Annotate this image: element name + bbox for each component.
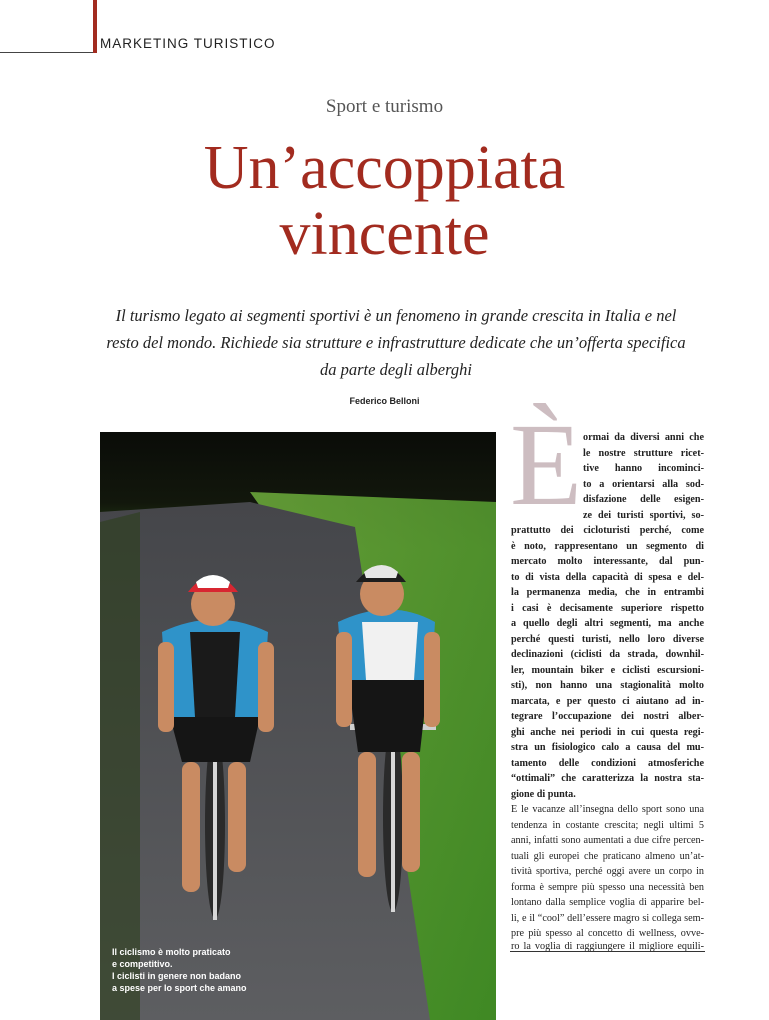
body-text-line: stra un fisiologico calo a causa del mu- bbox=[511, 742, 704, 753]
dropcap-text-line: le nostre strutture ricet- bbox=[583, 447, 704, 459]
body-text-line: anni, infatti sono aumentati a due cifre percen- bbox=[511, 835, 704, 846]
body-text-line: tamento delle condizioni atmosferiche bbox=[511, 757, 704, 769]
body-text-line: tuali gli europei che praticano almeno un’at- bbox=[511, 850, 704, 862]
article-title bbox=[0, 135, 769, 267]
body-text-line: ro la voglia di raggiungere il migliore equili- bbox=[511, 941, 704, 951]
title-line-1: Un’accoppiata bbox=[203, 134, 566, 202]
body-text-line: E le vacanze all’insegna dello sport sono una bbox=[511, 804, 704, 815]
body-text-line: tegrare l’occupazione dei nostri alber- bbox=[511, 711, 704, 722]
body-text-line: perché questi turisti, nello loro diverse bbox=[511, 633, 704, 645]
body-text-line: pre più spesso al concetto di wellness, ovve- bbox=[511, 928, 704, 939]
body-text-line: forma è sempre più spesso una necessità ben bbox=[511, 881, 704, 893]
body-text-line: “ottimali” che caratterizza la nostra sta- bbox=[511, 773, 704, 784]
author-byline: Federico Belloni bbox=[349, 396, 420, 406]
body-text-line: lontano dalla semplice voglia di apparire bel- bbox=[511, 897, 704, 908]
lead-paragraph: Il turismo legato ai segmenti sportivi è un fenomeno in grande crescita in Italia e nel resto del mondo. Richiede sia strutture e infrastrutture dedicate che un’offerta specifica da parte degli alberghi bbox=[106, 306, 686, 379]
caption-line: a spese per lo sport che amano bbox=[112, 983, 247, 993]
body-text-line: ler, mountain biker e ciclisti escursioni- bbox=[511, 664, 704, 676]
body-text-line: li, e il “cool” dell’essere magro si collega sem- bbox=[511, 912, 704, 924]
body-text-line: è noto, rappresentano un segmento di bbox=[511, 540, 704, 552]
body-text-line: i casi è decisamente superiore rispetto bbox=[511, 602, 704, 614]
body-text-line: to di vista della capacità di spesa e del- bbox=[511, 571, 704, 583]
title-line-2: vincente bbox=[279, 200, 490, 268]
caption-line: Il ciclismo è molto praticato bbox=[112, 947, 231, 957]
cyclists-photo-illustration bbox=[100, 432, 496, 1020]
dropcap-text-line: to a orientarsi alla sod- bbox=[583, 478, 704, 490]
caption-line: e competitivo. bbox=[112, 959, 173, 969]
body-text-line: marcata, e per questo ci aiutano ad in- bbox=[511, 695, 704, 707]
drop-cap: È bbox=[510, 399, 583, 530]
header-rule-vertical bbox=[93, 0, 97, 53]
body-text-line: ghi anche nei periodi in cui questa regi- bbox=[511, 726, 704, 738]
body-text-line: prattutto dei cicloturisti perché, come bbox=[511, 525, 704, 536]
body-text-line: tività sportiva, perché oggi avere un corpo in bbox=[511, 866, 704, 877]
photo-caption bbox=[112, 946, 312, 994]
header-rule-horizontal bbox=[0, 52, 93, 53]
column-bottom-rule bbox=[510, 951, 705, 952]
dropcap-text-line: ormai da diversi anni che bbox=[583, 432, 704, 443]
body-text-line: a quello degli altri segmenti, ma anche bbox=[511, 618, 704, 629]
section-label: MARKETING TURISTICO bbox=[100, 36, 276, 51]
body-text-line: declinazioni (ciclisti da strada, downhil- bbox=[511, 649, 704, 660]
cyclists-photo bbox=[100, 432, 496, 1020]
body-text-line: la permanenza media, che in entrambi bbox=[511, 587, 704, 598]
body-text-line: gione di punta. bbox=[511, 788, 576, 800]
caption-line: I ciclisti in genere non badano bbox=[112, 971, 242, 981]
body-text-line: mercato molto interessante, dal pun- bbox=[511, 556, 704, 567]
dropcap-text-line: disfazione delle esigen- bbox=[583, 494, 704, 505]
body-text-line: sti), non hanno una stagionalità molto bbox=[511, 680, 704, 691]
section-header bbox=[0, 0, 769, 60]
body-text-line: tendenza in costante crescita; negli ultimi 5 bbox=[511, 819, 704, 831]
kicker: Sport e turismo bbox=[325, 96, 444, 117]
dropcap-text-line: tive hanno incominci- bbox=[583, 463, 704, 474]
dropcap-text-line: ze dei turisti sportivi, so- bbox=[583, 509, 704, 521]
